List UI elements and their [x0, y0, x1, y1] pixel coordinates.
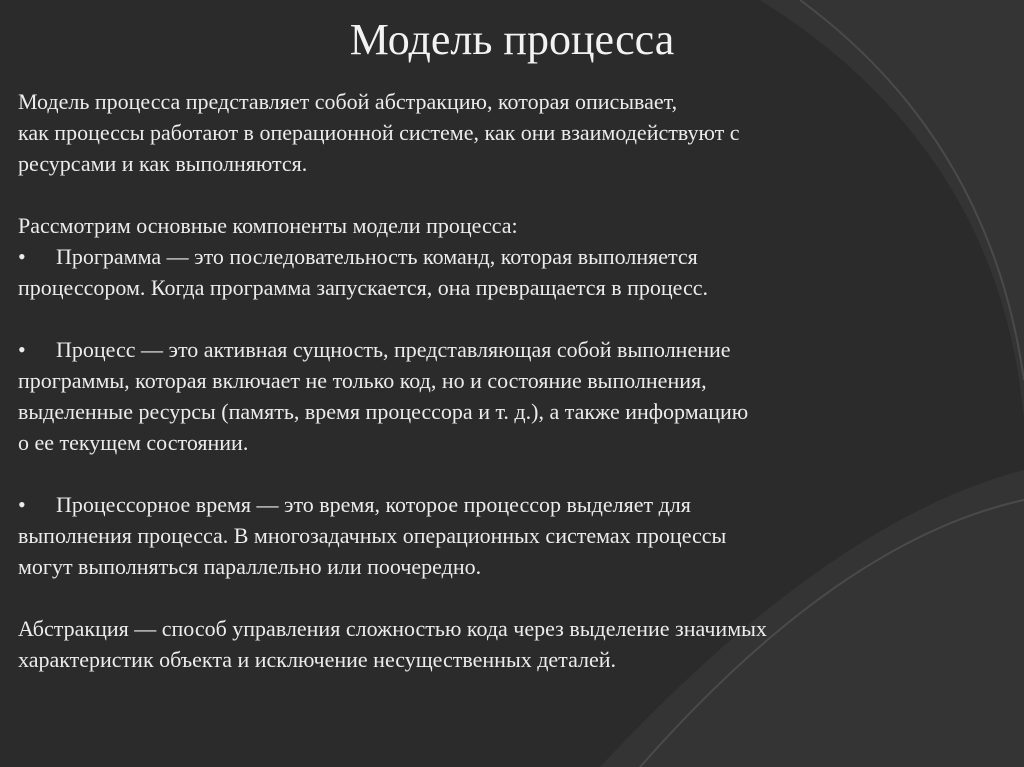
- bullet-item-cpu-time: [18, 489, 1008, 520]
- bullet-item-program: [18, 241, 1008, 272]
- abstraction-line: характеристик объекта и исключение несущественных деталей.: [18, 647, 617, 672]
- spacer: [18, 179, 1008, 210]
- spacer: [18, 582, 1008, 613]
- components-heading: Рассмотрим основные компоненты модели процесса:: [18, 213, 518, 238]
- bullet-continuation: программы, которая включает не только код, но и состояние выполнения,: [18, 368, 707, 393]
- intro-line: Модель процесса представляет собой абстракцию, которая описывает,: [18, 89, 678, 114]
- bullet-item-process: [18, 334, 1008, 365]
- bullet-icon: •: [18, 337, 26, 362]
- intro-line: ресурсами и как выполняются.: [18, 151, 308, 176]
- bullet-continuation: выделенные ресурсы (память, время процессора и т. д.), а также информацию: [18, 399, 749, 424]
- slide-body: [18, 86, 1008, 675]
- spacer: [18, 458, 1008, 489]
- bullet-continuation: о ее текущем состоянии.: [18, 430, 249, 455]
- slide-title: Модель процесса: [349, 15, 675, 64]
- bullet-continuation: могут выполняться параллельно или поочередно.: [18, 554, 482, 579]
- bullet-continuation: процессором. Когда программа запускается, она превращается в процесс.: [18, 275, 708, 300]
- bullet-continuation: выполнения процесса. В многозадачных операционных системах процессы: [18, 523, 727, 548]
- bullet-text: Процессорное время — это время, которое процессор выделяет для: [56, 492, 691, 517]
- bullet-icon: •: [18, 244, 26, 269]
- abstraction-line: Абстракция — способ управления сложностью кода через выделение значимых: [18, 616, 767, 641]
- bullet-text: Процесс — это активная сущность, представляющая собой выполнение: [56, 337, 731, 362]
- bullet-icon: •: [18, 492, 26, 517]
- spacer: [18, 303, 1008, 334]
- intro-line: как процессы работают в операционной системе, как они взаимодействуют с: [18, 120, 740, 145]
- bullet-text: Программа — это последовательность команд, которая выполняется: [56, 244, 698, 269]
